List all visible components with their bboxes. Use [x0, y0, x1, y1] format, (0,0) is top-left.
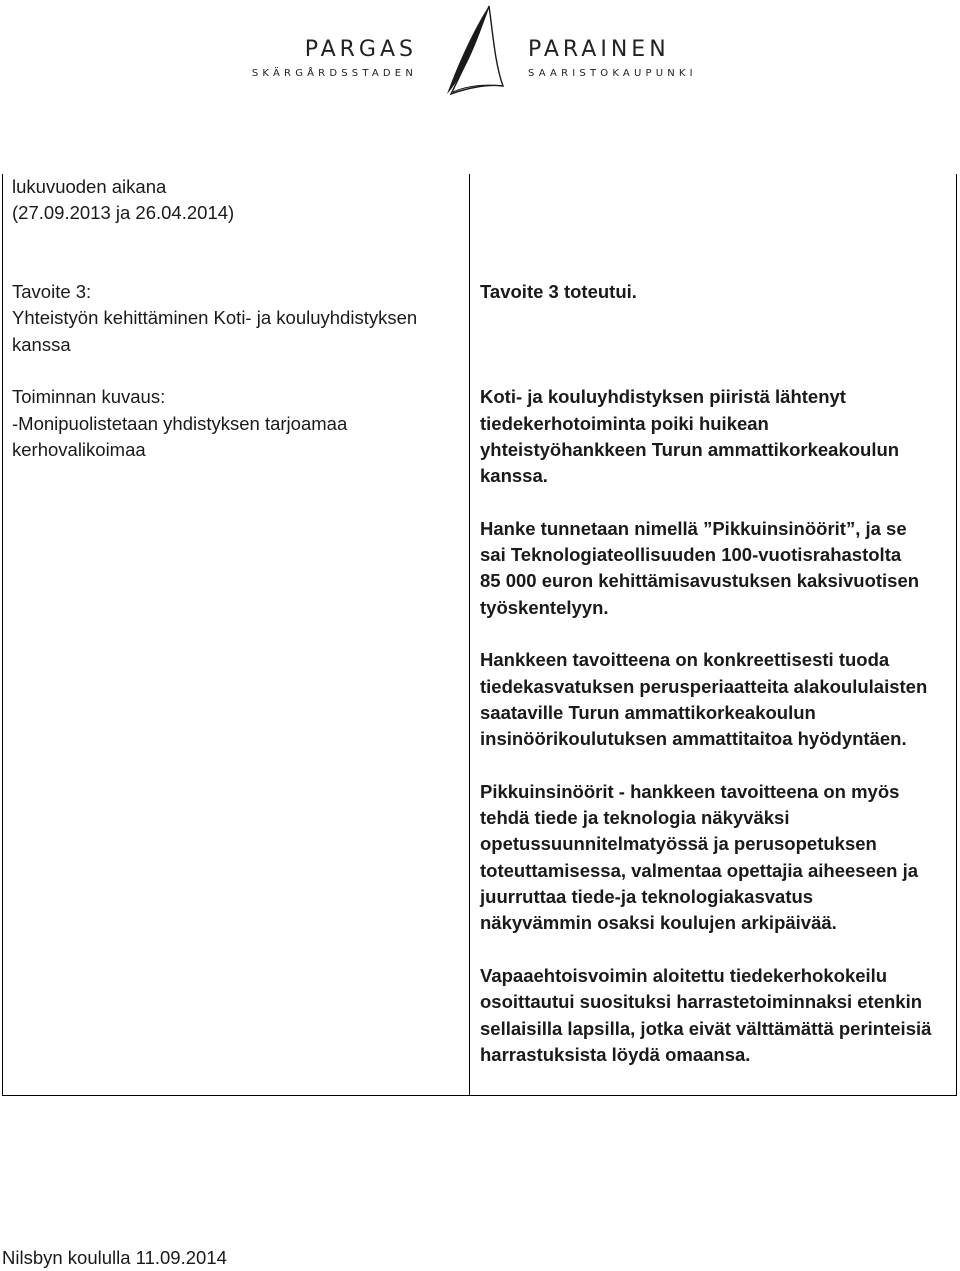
table-cell-left	[12, 174, 462, 463]
logo-left-name: PARGAS	[304, 37, 417, 62]
paragraph-1-line: yhteistyöhankkeen Turun ammattikorkeakoulun	[480, 438, 900, 460]
header-logo	[0, 0, 960, 100]
paragraph-4-line: tehdä tiede ja teknologia näkyväksi	[480, 807, 790, 829]
paragraph-3-line: Hankkeen tavoitteena on konkreettisesti tuoda	[480, 649, 890, 671]
table-border-right	[956, 174, 957, 1095]
paragraph-5-line: Vapaaehtoisvoimin aloitettu tiedekerhokokeilu	[480, 964, 888, 986]
paragraph-4-line: toteuttamisessa, valmentaa opettajia aiheeseen ja	[480, 859, 919, 881]
activity-line-2: kerhovalikoimaa	[12, 438, 146, 460]
paragraph-3-line: saataville Turun ammattikorkeakoulun	[480, 701, 816, 723]
activity-line-1: -Monipuolistetaan yhdistyksen tarjoamaa	[12, 412, 348, 434]
logo-swedish	[252, 37, 417, 81]
paragraph-5-line: harrastuksista löydä omaansa.	[480, 1043, 751, 1065]
paragraph-1-line: kanssa.	[480, 465, 548, 487]
paragraph-5-line: sellaisilla lapsilla, jotka eivät välttämättä perinteisiä	[480, 1017, 932, 1039]
goal-title: Tavoite 3:	[12, 281, 92, 303]
paragraph-2-line: sai Teknologiateollisuuden 100-vuotisrahastolta	[480, 544, 902, 566]
logo-right-subtitle: SAARISTOKAUPUNKI	[528, 68, 697, 79]
paragraph-1-line: Koti- ja kouluyhdistyksen piiristä lähtenyt	[480, 386, 846, 408]
table-cell-right	[480, 174, 950, 1068]
paragraph-2-line: 85 000 euron kehittämisavustuksen kaksivuotisen	[480, 570, 920, 592]
logo-finnish	[528, 37, 697, 81]
paragraph-1-line: tiedekerhotoiminta poiki huikean	[480, 412, 769, 434]
period-line-1: lukuvuoden aikana	[12, 176, 167, 197]
paragraph-5-line: osoittautui suosituksi harrastetoiminnaksi etenkin	[480, 991, 923, 1013]
paragraph-2-line: työskentelyyn.	[480, 596, 609, 618]
sail-icon	[437, 4, 517, 96]
paragraph-4-line: opetussuunnitelmatyössä ja perusopetuksen	[480, 833, 877, 855]
paragraph-3-line: insinöörikoulutuksen ammattitaitoa hyödyntäen.	[480, 728, 907, 750]
paragraph-2-line: Hanke tunnetaan nimellä ”Pikkuinsinöörit”, ja se	[480, 517, 907, 539]
activity-title: Toiminnan kuvaus:	[12, 386, 166, 408]
paragraph-3-line: tiedekasvatuksen perusperiaatteita alakoululaisten	[480, 675, 928, 697]
paragraph-4-line: näkyvämmin osaksi koulujen arkipäivää.	[480, 912, 837, 934]
goal-line-1: Yhteistyön kehittäminen Koti- ja kouluyhdistyksen	[12, 307, 418, 329]
paragraph-4-line: Pikkuinsinöörit - hankkeen tavoitteena on myös	[480, 780, 900, 802]
goal-status: Tavoite 3 toteutui.	[480, 281, 637, 303]
logo-right-name: PARAINEN	[528, 37, 670, 62]
period-line-2: (27.09.2013 ja 26.04.2014)	[12, 202, 235, 224]
logo-left-subtitle: SKÄRGÅRDSSTADEN	[251, 68, 417, 79]
paragraph-4-line: juurruttaa tiede-ja teknologiakasvatus	[480, 886, 814, 908]
table-border-middle	[469, 174, 470, 1095]
footer-location-date: Nilsbyn koululla 11.09.2014	[2, 1247, 227, 1268]
table-border-left	[2, 174, 3, 1095]
goal-line-2: kanssa	[12, 333, 71, 355]
content-table	[2, 174, 957, 1096]
